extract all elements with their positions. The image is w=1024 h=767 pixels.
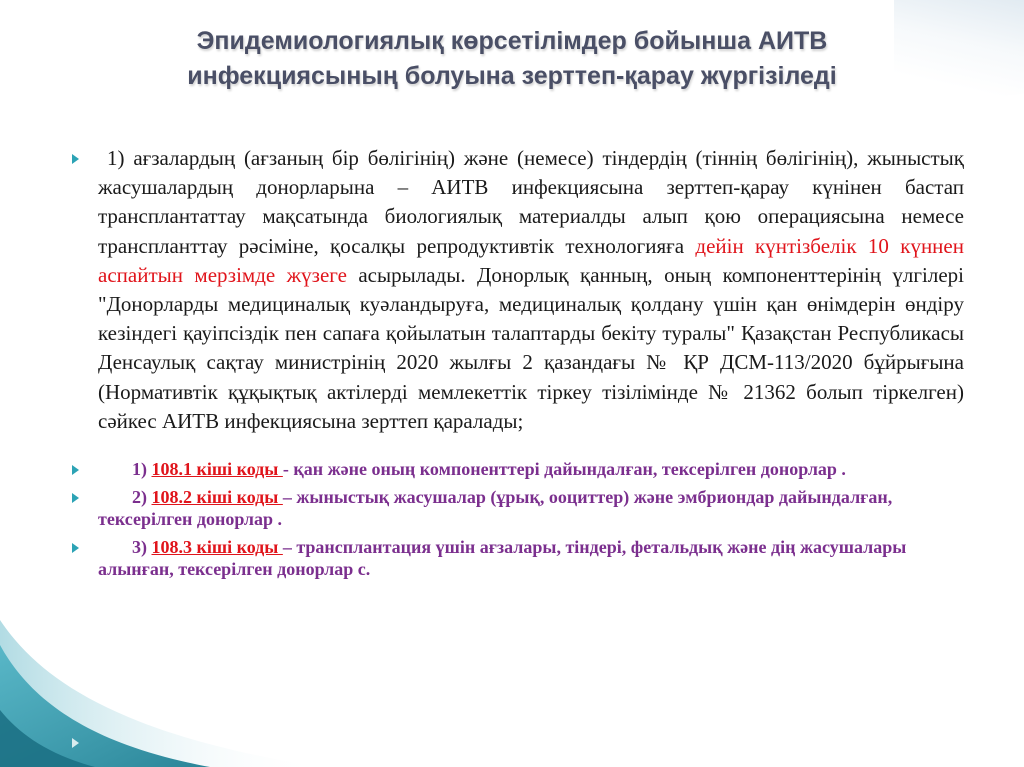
code-item-code: 108.3 кіші коды <box>151 537 283 558</box>
bullet-arrow-icon <box>72 493 79 503</box>
code-item-code: 108.2 кіші коды <box>151 487 283 508</box>
bullet-arrow-icon <box>72 543 79 553</box>
paragraph-text-1: 1) ағзалардың (ағзаның бір бөлігінің) және (немесе) тіндердің (тіннің бөлігінің), жыныстық жасушалардың донорларына – АИТВ инфекциясына зерттеп-қарау күнінен бастап трансплантаттау мақсатында биологиялық материалды алып қою операциясына немесе транспланттау рәсіміне, қосалқы репродуктивтік технологияға <box>98 146 964 258</box>
code-item-number: 2) <box>132 487 147 508</box>
empty-bullet-icon <box>72 738 79 748</box>
code-item-text: – жыныстық жасушалар (ұрық, ооциттер) және эмбриондар дайындалған, тексерілген донорлар . <box>98 487 893 530</box>
code-item-code: 108.1 кіші коды <box>151 459 283 480</box>
code-item <box>72 536 964 580</box>
slide-title <box>40 24 984 94</box>
main-paragraph <box>72 144 964 436</box>
code-item-text: – трансплантация үшін ағзалары, тіндері, фетальдық және дің жасушалары алынған, тексерілген донорлар с. <box>98 537 907 580</box>
code-item-text: - қан және оның компоненттері дайындалған, тексерілген донорлар . <box>282 459 846 480</box>
title-line-1: Эпидемиологиялық көрсетілімдер бойынша АИТВ <box>196 27 828 55</box>
bullet-arrow-icon <box>72 154 79 164</box>
swoosh-decoration <box>0 560 320 767</box>
paragraph-text-2: асырылады. Донорлық қанның, оның компоненттерінің үлгілері "Донорларды медициналық куәландыруға, медициналық қолдану үшін қан өнімдерін өндіру кезіндегі қауіпсіздік пен сапаға қойылатын талаптарды бекіту туралы" Қазақстан Республикасы Денсаулық сақтау министрінің 2020 жылғы 2 қазандағы № ҚР ДСМ-113/2020 бұйрығына (Нормативтік құқықтық актілерді мемлекеттік тіркеу тізілімінде № 21362 болып тіркелген) сәйкес АИТВ инфекциясына зерттеп қаралады; <box>98 262 964 433</box>
title-line-2: инфекциясының болуына зерттеп-қарау жүргізіледі <box>187 62 837 90</box>
code-item <box>72 458 964 480</box>
code-item-number: 3) <box>132 537 147 558</box>
paragraph-highlight: дейін күнтізбелік 10 күннен аспайтын мерзімде жүзеге <box>98 233 964 287</box>
code-item <box>72 486 964 530</box>
slide-body <box>72 144 964 580</box>
bullet-arrow-icon <box>72 465 79 475</box>
code-item-number: 1) <box>132 459 147 480</box>
